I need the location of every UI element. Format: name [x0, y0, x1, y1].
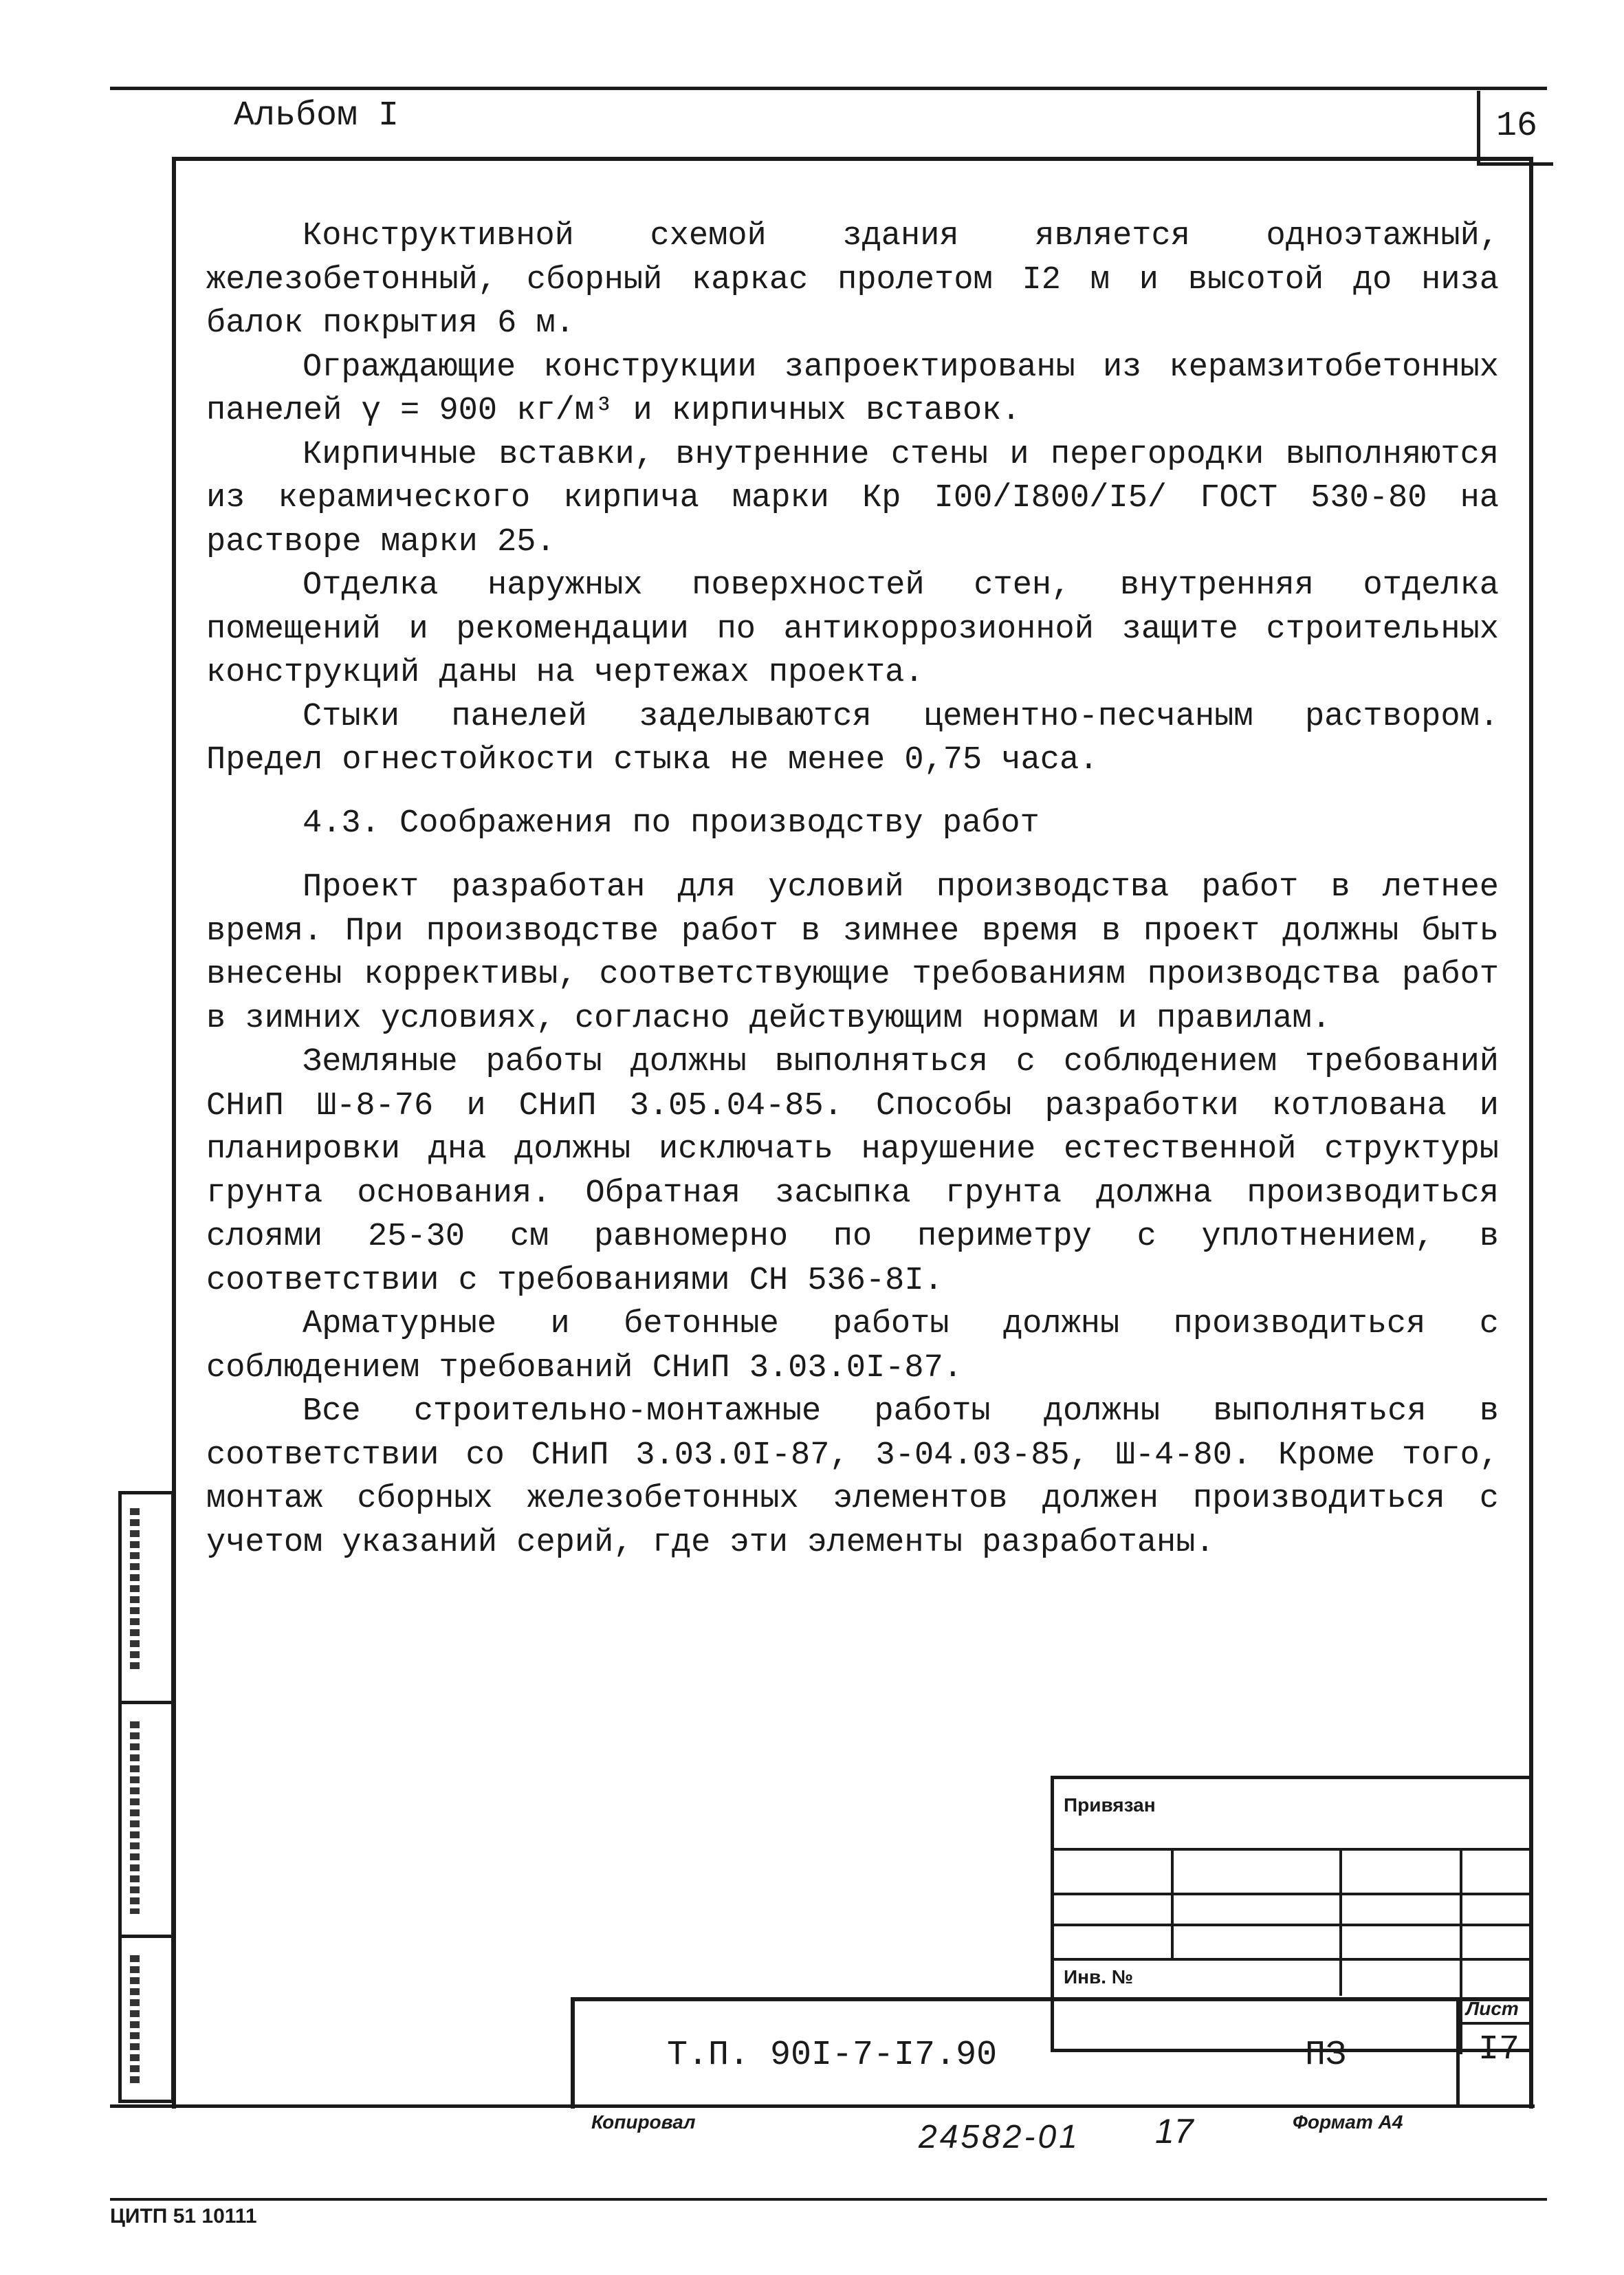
top-rule: [110, 87, 1547, 90]
sheet-label: Лист: [1466, 1998, 1519, 2019]
stamp-row-line: [1054, 1924, 1530, 1926]
page-number: 16: [1477, 91, 1553, 166]
stamp-row-line: [1054, 1848, 1530, 1851]
inv-number-label: Инв. №: [1064, 1966, 1134, 1988]
project-code: Т.П. 90I-7-I7.90: [667, 2036, 998, 2075]
paragraph: Кирпичные вставки, внутренние стены и перегородки выполняются из керамического кирпича марки Кр I00/I800/I5/ ГОСТ 530-80 на растворе марки 25.: [206, 436, 1499, 560]
privyazan-label: Привязан: [1064, 1794, 1156, 1816]
copied-label: Копировал: [591, 2111, 696, 2133]
album-label: Альбом I: [234, 96, 399, 135]
document-type: ПЗ: [1305, 2036, 1347, 2075]
paragraph: Стыки панелей заделываются цементно-песчаным раствором. Предел огнестойкости стыка не менее 0,75 часа.: [206, 698, 1499, 779]
strip-divider: [122, 1701, 171, 1704]
stamp-col-line: [1339, 1848, 1342, 1996]
paragraph: Проект разработан для условий производства работ в летнее время. При производстве работ в зимнее время в проект должны быть внесены коррективы, соответствующие требованиям производства работ в зимних условиях, согласно действующим нормам и правилам.: [206, 869, 1499, 1037]
printer-mark: ЦИТП 51 10111: [110, 2205, 257, 2228]
sheet-number: 17: [1155, 2112, 1194, 2151]
strip-text-mark: [130, 1721, 140, 1914]
paragraph: Все строительно-монтажные работы должны выполняться в соответствии со СНиП 3.03.0I-87, 3-04.03-85, Ш-4-80. Кроме того, монтаж сборных железобетонных элементов должен производиться с учетом указаний серий, где эти элементы разработаны.: [206, 1393, 1499, 1561]
section-heading: 4.3. Соображения по производству работ: [303, 805, 1040, 842]
footer-rule: [110, 2198, 1547, 2201]
paragraph: Земляные работы должны выполняться с соблюдением требований СНиП Ш-8-76 и СНиП 3.05.04-85. Способы разработки котлована и планировки дна должны исключать нарушение естественной структуры грунта основания. Обратная засыпка грунта должна производиться слоями 25-30 см равномерно по периметру с уплотнением, в соответствии с требованиями СН 536-8I.: [206, 1044, 1499, 1299]
paragraph: Ограждающие конструкции запроектированы из керамзитобетонных панелей γ = 900 кг/м³ и кирпичных вставок.: [206, 349, 1499, 429]
paragraph: Арматурные и бетонные работы должны производиться с соблюдением требований СНиП 3.03.0I-87.: [206, 1306, 1499, 1386]
bottom-rule: [110, 2104, 1535, 2108]
strip-divider: [122, 1935, 171, 1938]
paragraph: Конструктивной схемой здания является одноэтажный, железобетонный, сборный каркас пролетом I2 м и высотой до низа балок покрытия 6 м.: [206, 218, 1499, 342]
stamp-row-line: [1054, 1958, 1530, 1961]
stamp-col-line: [1171, 1848, 1174, 1958]
format-label: Формат А4: [1293, 2111, 1403, 2133]
stamp-row-line: [1054, 1893, 1530, 1895]
title-block-row: [1456, 2022, 1533, 2025]
sheet-value: I7: [1478, 2030, 1520, 2069]
strip-text-mark: [130, 1508, 140, 1673]
margin-strip: [118, 1491, 175, 2103]
order-number: 24582-01: [919, 2119, 1080, 2155]
strip-text-mark: [130, 1955, 140, 2086]
title-block-divider: [1456, 1997, 1460, 2107]
document-body: [206, 215, 1499, 1565]
paragraph: Отделка наружных поверхностей стен, внутренняя отделка помещений и рекомендации по антикоррозионной защите строительных конструкций даны на чертежах проекта.: [206, 567, 1499, 691]
